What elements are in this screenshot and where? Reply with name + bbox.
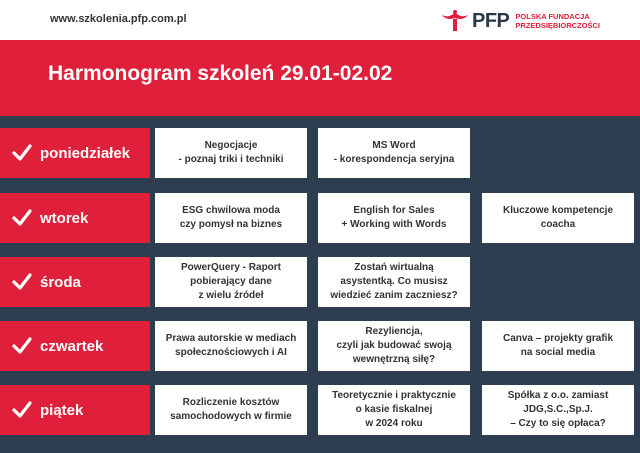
title-banner (0, 40, 640, 116)
checkmark-icon (12, 208, 32, 228)
course-card[interactable]: PowerQuery - Raport pobierający dane z wielu źródeł (155, 257, 307, 307)
top-bar (0, 0, 640, 40)
checkmark-icon (12, 143, 32, 163)
schedule-board (0, 116, 640, 453)
day-label-tuesday (0, 193, 150, 243)
day-label-friday (0, 385, 150, 435)
course-card[interactable]: English for Sales + Working with Words (318, 193, 470, 243)
course-card[interactable]: Zostań wirtualną asystentką. Co musisz wiedzieć zanim zaczniesz? (318, 257, 470, 307)
schedule-row-friday (0, 385, 640, 435)
logo-text: PFP (472, 9, 510, 32)
day-label-thursday (0, 321, 150, 371)
course-card[interactable]: Teoretycznie i praktycznie o kasie fiskalnej w 2024 roku (318, 385, 470, 435)
pfp-emblem-icon (440, 9, 470, 33)
checkmark-icon (12, 400, 32, 420)
schedule-row-monday (0, 128, 640, 178)
schedule-row-wednesday (0, 257, 640, 307)
course-card[interactable]: ESG chwilowa moda czy pomysł na biznes (155, 193, 307, 243)
organization-name-line-2: PRZEDSIĘBIORCZOŚCI (515, 21, 600, 30)
checkmark-icon (12, 336, 32, 356)
schedule-row-tuesday (0, 193, 640, 243)
course-card[interactable]: Kluczowe kompetencje coacha (482, 193, 634, 243)
page-title: Harmonogram szkoleń 29.01-02.02 (48, 62, 393, 85)
website-url[interactable]: www.szkolenia.pfp.com.pl (50, 13, 187, 25)
day-label-wednesday (0, 257, 150, 307)
day-name: piątek (40, 401, 84, 419)
course-card[interactable]: Rozliczenie kosztów samochodowych w firmie (155, 385, 307, 435)
day-name: czwartek (40, 337, 104, 355)
schedule-row-thursday (0, 321, 640, 371)
organization-name-line-1: POLSKA FUNDACJA (515, 12, 590, 21)
course-card[interactable]: Prawa autorskie w mediach społecznościowych i AI (155, 321, 307, 371)
day-name: wtorek (40, 209, 89, 227)
course-card[interactable]: Spółka z o.o. zamiast JDG,S.C.,Sp.J. – Czy to się opłaca? (482, 385, 634, 435)
organization-name (515, 12, 600, 30)
course-card[interactable]: MS Word - korespondencja seryjna (318, 128, 470, 178)
day-name: poniedziałek (40, 144, 131, 162)
pfp-logo[interactable] (440, 8, 600, 34)
day-name: środa (40, 273, 81, 291)
checkmark-icon (12, 272, 32, 292)
day-label-monday (0, 128, 150, 178)
course-card[interactable]: Canva – projekty grafik na social media (482, 321, 634, 371)
course-card[interactable]: Negocjacje - poznaj triki i techniki (155, 128, 307, 178)
course-card[interactable]: Rezyliencja, czyli jak budować swoją wewnętrzną siłę? (318, 321, 470, 371)
